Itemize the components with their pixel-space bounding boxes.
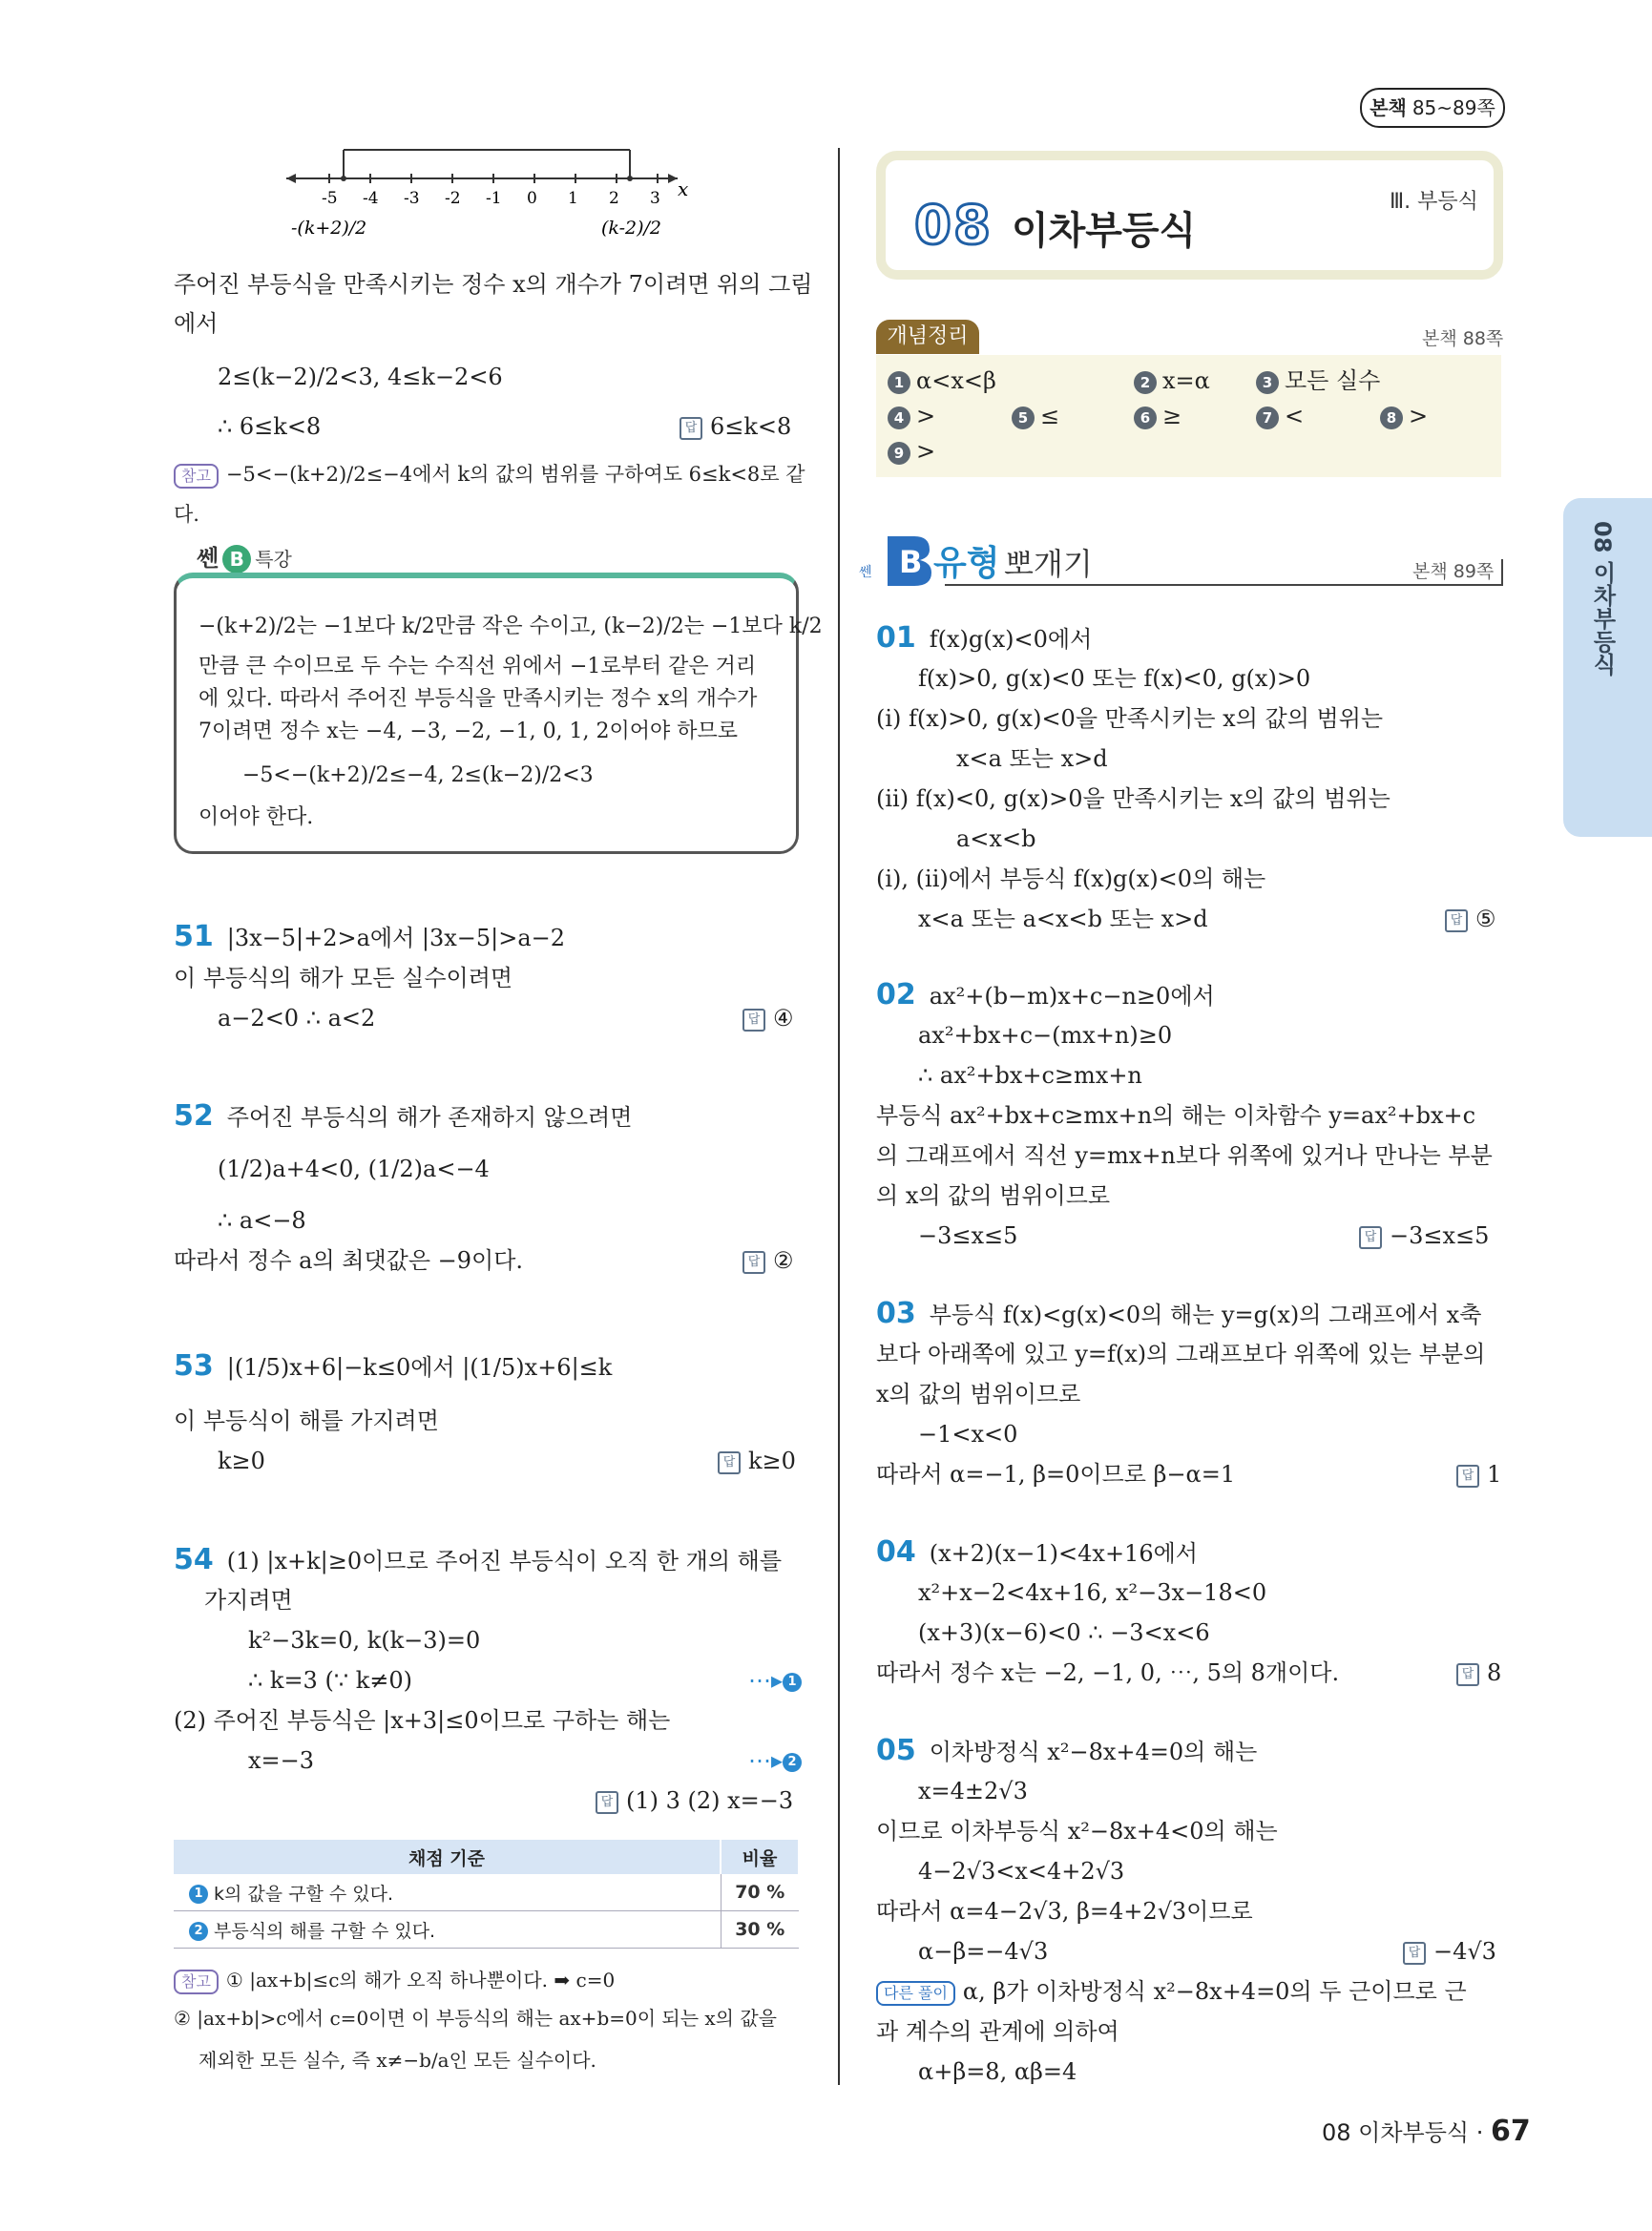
section-number: 08 xyxy=(914,195,993,257)
answer-text: ② xyxy=(773,1247,794,1274)
q05-line: x=4±2√3 xyxy=(918,1778,1028,1804)
note-badge: 참고 xyxy=(174,1970,219,1994)
answer-icon: 답 xyxy=(718,1451,741,1474)
q51-text: |3x−5|+2>a에서 |3x−5|>a−2 xyxy=(226,925,566,951)
type-title: 유형 xyxy=(933,544,1000,583)
row-text: k의 값을 구할 수 있다. xyxy=(214,1883,394,1905)
row-text: 부등식의 해를 구할 수 있다. xyxy=(214,1920,436,1942)
q53-line-1 xyxy=(174,1350,612,1384)
q52-line-2: (1/2)a+4<0, (1/2)a<−4 xyxy=(218,1156,490,1182)
answer-text: −3≤x≤5 xyxy=(1390,1222,1490,1249)
number-line-tick-label: 0 xyxy=(527,189,537,208)
q03-line: −1<x<0 xyxy=(918,1421,1018,1448)
item-number: 9 xyxy=(888,442,910,465)
table-row xyxy=(174,1874,799,1911)
callout-line: 이어야 한다. xyxy=(199,805,314,829)
concept-item xyxy=(888,365,996,397)
item-text: ≤ xyxy=(1040,403,1060,429)
page-number: 67 xyxy=(1490,2115,1531,2148)
answer-icon: 답 xyxy=(742,1009,765,1032)
item-number: 1 xyxy=(888,371,910,394)
type-prefix: 쎈 xyxy=(859,565,872,580)
alt-text: α, β가 이차방정식 x²−8x+4=0의 두 근이므로 근 xyxy=(962,1978,1467,2005)
note-line-2: 다. xyxy=(174,503,199,526)
item-text: 모든 실수 xyxy=(1285,367,1381,394)
page-range-badge xyxy=(1360,88,1505,128)
answer-text: (1) 3 (2) x=−3 xyxy=(626,1787,794,1814)
q04-line: (x+3)(x−6)<0 ∴ −3<x<6 xyxy=(918,1619,1210,1646)
number-line-tick-label: -4 xyxy=(363,189,379,208)
number-line-left-label: -(k+2)/2 xyxy=(291,218,367,239)
q54-line-5: (2) 주어진 부등식은 |x+3|≤0이므로 구하는 해는 xyxy=(174,1707,671,1734)
q02-text: ax²+(b−m)x+c−n≥0에서 xyxy=(929,983,1215,1010)
question-number: 51 xyxy=(174,920,214,953)
alt-solution-badge: 다른 풀이 xyxy=(876,1981,955,2006)
question-number: 52 xyxy=(174,1099,214,1133)
q01-line-1 xyxy=(876,622,1092,656)
callout-line: 7이려면 정수 x는 −4, −3, −2, −1, 0, 1, 2이어야 하므로 xyxy=(199,719,739,743)
row-number: 2 xyxy=(189,1922,208,1941)
answer-icon: 답 xyxy=(680,417,702,440)
q04-line-1 xyxy=(876,1536,1198,1570)
answer-icon: 답 xyxy=(1445,909,1468,932)
item-text: x=α xyxy=(1162,367,1210,394)
number-line-right-label: (k-2)/2 xyxy=(601,218,662,239)
q05-line: 4−2√3<x<4+2√3 xyxy=(918,1858,1125,1885)
number-line-tick-label: 2 xyxy=(609,189,619,208)
q02-line: 의 x의 값의 범위이므로 xyxy=(876,1182,1111,1209)
answer-box xyxy=(1403,1935,1496,1968)
number-line-tick-label: -3 xyxy=(404,189,420,208)
number-line-tick-label: -2 xyxy=(445,189,461,208)
eq-line-1: 2≤(k−2)/2<3, 4≤k−2<6 xyxy=(218,364,503,390)
concept-item xyxy=(1134,365,1210,397)
q01-line: f(x)>0, g(x)<0 또는 f(x)<0, g(x)>0 xyxy=(918,665,1311,692)
q52-line-4: 따라서 정수 a의 최댓값은 −9이다. xyxy=(174,1247,524,1274)
answer-box xyxy=(1456,1458,1501,1491)
q51-line-3: a−2<0 ∴ a<2 xyxy=(218,1005,376,1032)
q02-line: −3≤x≤5 xyxy=(918,1222,1018,1249)
concept-item xyxy=(888,400,935,432)
answer-text: −4√3 xyxy=(1433,1938,1496,1965)
answer-box xyxy=(742,1002,794,1034)
answer-box xyxy=(596,1784,793,1817)
answer-box xyxy=(1456,1657,1501,1689)
q02-line-1 xyxy=(876,979,1215,1012)
q04-line: 따라서 정수 x는 −2, −1, 0, ⋯, 5의 8개이다. xyxy=(876,1659,1340,1686)
q05-text: 이차방정식 x²−8x+4=0의 해는 xyxy=(929,1739,1258,1765)
q52-line-1 xyxy=(174,1100,632,1134)
type-section-header xyxy=(859,531,1503,590)
table-header: 채점 기준 xyxy=(174,1840,721,1874)
number-line xyxy=(277,138,706,262)
concept-ref: 본책 88쪽 xyxy=(1422,328,1504,349)
item-number: 4 xyxy=(888,407,910,429)
answer-icon: 답 xyxy=(1359,1226,1382,1249)
q01-line: (i), (ii)에서 부등식 f(x)g(x)<0의 해는 xyxy=(876,865,1266,892)
callout-line: −(k+2)/2는 −1보다 k/2만큼 작은 수이고, (k−2)/2는 −1보다 k/2 xyxy=(199,615,823,638)
table-cell xyxy=(174,1911,721,1949)
q53-text: |(1/5)x+6|−k≤0에서 |(1/5)x+6|≤k xyxy=(226,1354,613,1381)
answer-box xyxy=(718,1445,796,1477)
q54-line-3: k²−3k=0, k(k−3)=0 xyxy=(248,1627,481,1654)
answer-text: k≥0 xyxy=(748,1448,796,1474)
row-number: 1 xyxy=(189,1885,208,1904)
q05-alt-line: α+β=8, αβ=4 xyxy=(918,2058,1077,2085)
question-number: 04 xyxy=(876,1535,916,1569)
note2-line-3: 제외한 모든 실수, 즉 x≠−b/a인 모든 실수이다. xyxy=(199,2049,596,2072)
intro-line-2: 에서 xyxy=(174,310,219,337)
step-marker-2: ⋯▸ 2 xyxy=(748,1744,807,1777)
item-text: > xyxy=(916,438,936,465)
step-marker-1: ⋯▸ 1 xyxy=(748,1664,807,1697)
item-number: 7 xyxy=(1256,407,1279,429)
item-number: 2 xyxy=(1134,371,1157,394)
type-letter: B xyxy=(899,544,923,580)
number-line-tick-label: 3 xyxy=(650,189,660,208)
part-label: Ⅲ. 부등식 xyxy=(1390,190,1478,214)
section-title: 이차부등식 xyxy=(1012,209,1197,253)
q05-alt-line-1 xyxy=(876,1975,1467,2008)
step-number: 1 xyxy=(783,1673,802,1692)
q54-text: (1) |x+k|≥0이므로 주어진 부등식이 오직 한 개의 해를 xyxy=(226,1548,783,1574)
q01-line: (ii) f(x)<0, g(x)>0을 만족시키는 x의 값의 범위는 xyxy=(876,785,1391,812)
footer-chapter: 08 이차부등식 xyxy=(1322,2119,1470,2146)
header-rule xyxy=(945,584,1503,586)
q01-text: f(x)g(x)<0에서 xyxy=(929,626,1093,653)
item-text: < xyxy=(1285,403,1305,429)
answer-box xyxy=(742,1244,794,1277)
note-line-1 xyxy=(174,458,805,490)
side-tab-label: 08 이차부등식 xyxy=(1589,521,1616,676)
q01-line: (i) f(x)>0, g(x)<0을 만족시키는 x의 값의 범위는 xyxy=(876,705,1384,732)
table-header: 비율 xyxy=(721,1840,799,1874)
column-divider xyxy=(838,148,840,2085)
q53-line-3: k≥0 xyxy=(218,1448,265,1474)
chapter-side-tab xyxy=(1563,498,1652,837)
q54-line-1 xyxy=(174,1544,782,1577)
intro-line-1: 주어진 부등식을 만족시키는 정수 x의 개수가 7이려면 위의 그림 xyxy=(174,271,813,298)
step-number: 2 xyxy=(783,1753,802,1772)
item-text: > xyxy=(1409,403,1429,429)
q03-line: 따라서 α=−1, β=0이므로 β−α=1 xyxy=(876,1461,1236,1488)
question-number: 54 xyxy=(174,1543,214,1576)
item-number: 3 xyxy=(1256,371,1279,394)
callout-line: 만큼 큰 수이므로 두 수는 수직선 위에서 −1로부터 같은 거리 xyxy=(199,655,757,678)
q04-text: (x+2)(x−1)<4x+16에서 xyxy=(929,1540,1198,1567)
answer-box xyxy=(680,410,791,443)
table-row xyxy=(174,1911,799,1949)
table-cell: 30 % xyxy=(721,1911,799,1949)
table-cell xyxy=(174,1874,721,1911)
question-number: 53 xyxy=(174,1349,214,1383)
q52-line-3: ∴ a<−8 xyxy=(218,1207,306,1234)
q54-line-4: ∴ k=3 (∵ k≠0) xyxy=(248,1667,412,1694)
q03-line: x의 값의 범위이므로 xyxy=(876,1381,1081,1407)
note-badge: 참고 xyxy=(174,464,219,489)
callout-prefix: 쎈 xyxy=(197,545,220,572)
answer-icon: 답 xyxy=(1456,1663,1479,1686)
note2-line-2: ② |ax+b|>c에서 c=0이면 이 부등식의 해는 ax+b=0이 되는 x의 값을 xyxy=(174,2007,777,2030)
item-number: 8 xyxy=(1380,407,1403,429)
answer-box xyxy=(1359,1220,1489,1252)
header-rule-cap xyxy=(1501,559,1503,586)
answer-text: ④ xyxy=(773,1005,794,1032)
item-text: ≥ xyxy=(1162,403,1182,429)
q53-line-2: 이 부등식이 해를 가지려면 xyxy=(174,1407,439,1434)
q01-line: a<x<b xyxy=(956,825,1036,852)
callout-title xyxy=(197,539,292,573)
book-label: 본책 xyxy=(1370,96,1407,119)
number-line-tick-label: -1 xyxy=(486,189,502,208)
answer-icon: 답 xyxy=(742,1251,765,1274)
note-text: −5<−(k+2)/2≤−4에서 k의 값의 범위를 구하여도 6≤k<8로 같 xyxy=(225,463,805,486)
number-line-axis-label: x xyxy=(678,177,689,200)
q01-line: x<a 또는 a<x<b 또는 x>d xyxy=(918,906,1208,932)
question-number: 03 xyxy=(876,1297,916,1330)
q03-line-1 xyxy=(876,1298,1481,1331)
question-number: 05 xyxy=(876,1734,916,1767)
answer-text: ⑤ xyxy=(1475,906,1496,932)
scoring-table xyxy=(174,1840,800,1949)
concept-item xyxy=(1256,400,1304,432)
q54-line-6: x=−3 xyxy=(248,1747,315,1774)
q51-line-1 xyxy=(174,921,565,954)
type-ref: 본책 89쪽 xyxy=(1412,561,1495,582)
answer-icon: 답 xyxy=(596,1791,618,1814)
q02-line: 부등식 ax²+bx+c≥mx+n의 해는 이차함수 y=ax²+bx+c xyxy=(876,1102,1476,1129)
number-line-tick-label: -5 xyxy=(322,189,338,208)
answer-icon: 답 xyxy=(1456,1465,1479,1488)
callout-suffix: 특강 xyxy=(255,548,292,571)
q02-line: ax²+bx+c−(mx+n)≥0 xyxy=(918,1022,1173,1049)
section-title-box xyxy=(876,151,1503,280)
number-line-tick-label: 1 xyxy=(568,189,578,208)
answer-text: 1 xyxy=(1487,1461,1502,1488)
table-cell: 70 % xyxy=(721,1874,799,1911)
answer-text: 6≤k<8 xyxy=(710,413,792,440)
q03-text: 부등식 f(x)<g(x)<0의 해는 y=g(x)의 그래프에서 x축 xyxy=(929,1302,1482,1328)
q05-line-1 xyxy=(876,1735,1257,1768)
q52-text: 주어진 부등식의 해가 존재하지 않으려면 xyxy=(226,1104,633,1131)
type-title-suffix: 뽀개기 xyxy=(1004,546,1093,582)
item-number: 6 xyxy=(1134,407,1157,429)
q05-line: α−β=−4√3 xyxy=(918,1938,1049,1965)
ssen-b-logo-icon xyxy=(859,531,935,588)
callout-line: 에 있다. 따라서 주어진 부등식을 만족시키는 정수 x의 개수가 xyxy=(199,687,758,711)
note-text: ① |ax+b|≤c의 해가 오직 하나뿐이다. ➡ c=0 xyxy=(225,1969,616,1991)
q02-line: ∴ ax²+bx+c≥mx+n xyxy=(918,1062,1142,1089)
q01-line: x<a 또는 x>d xyxy=(956,745,1108,772)
question-number: 02 xyxy=(876,978,916,1011)
q51-line-2: 이 부등식의 해가 모든 실수이려면 xyxy=(174,965,513,991)
q05-line: 이므로 이차부등식 x²−8x+4<0의 해는 xyxy=(876,1818,1278,1845)
eq-line-2: ∴ 6≤k<8 xyxy=(218,413,322,440)
page-footer: 08 이차부등식 · 67 xyxy=(1322,2115,1531,2148)
q05-line: 따라서 α=4−2√3, β=4+2√3이므로 xyxy=(876,1898,1253,1925)
concept-item xyxy=(1380,400,1428,432)
answer-box xyxy=(1445,903,1496,935)
q02-line: 의 그래프에서 직선 y=mx+n보다 위쪽에 있거나 만나는 부분 xyxy=(876,1142,1493,1169)
q05-alt-line: 과 계수의 관계에 의하여 xyxy=(876,2018,1119,2045)
q04-line: x²+x−2<4x+16, x²−3x−18<0 xyxy=(918,1579,1267,1606)
callout-letter: B xyxy=(222,545,251,573)
note2-line-1 xyxy=(174,1964,615,1996)
q54-line-2: 가지려면 xyxy=(204,1587,293,1614)
concept-item xyxy=(1256,365,1380,397)
page-range: 85~89쪽 xyxy=(1412,96,1495,119)
callout-line: −5<−(k+2)/2≤−4, 2≤(k−2)/2<3 xyxy=(242,763,594,787)
answer-text: 8 xyxy=(1487,1659,1502,1686)
concept-item xyxy=(1012,400,1059,432)
concept-item xyxy=(1134,400,1181,432)
concept-tag: 개념정리 xyxy=(876,320,979,354)
q03-line: 보다 아래쪽에 있고 y=f(x)의 그래프보다 위쪽에 있는 부분의 xyxy=(876,1341,1486,1367)
item-text: α<x<β xyxy=(916,367,996,394)
question-number: 01 xyxy=(876,621,916,655)
item-text: > xyxy=(916,403,936,429)
answer-icon: 답 xyxy=(1403,1942,1426,1965)
concept-item xyxy=(888,435,935,468)
item-number: 5 xyxy=(1012,407,1035,429)
